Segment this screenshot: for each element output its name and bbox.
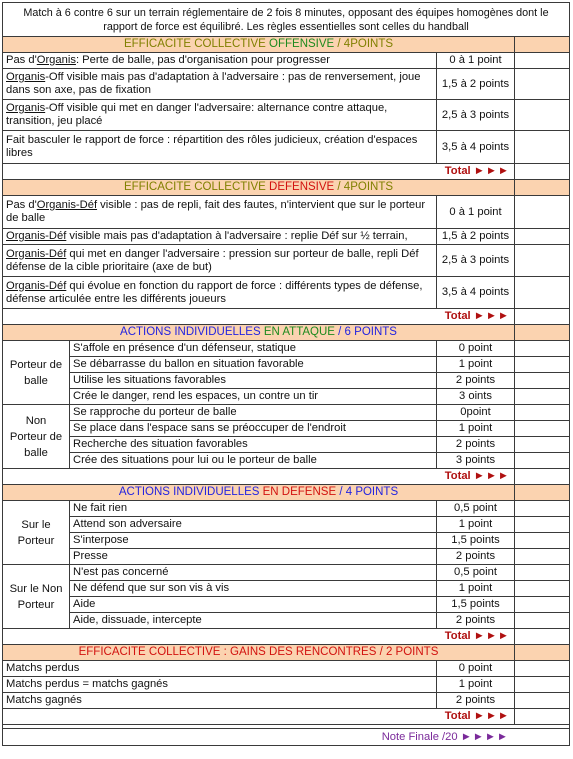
total-row (3, 164, 570, 180)
criterion-text: Matchs perdus (3, 661, 437, 677)
score-cell[interactable] (515, 421, 570, 437)
score-cell[interactable] (515, 597, 570, 613)
criterion-row (3, 677, 570, 693)
criterion-text: Ne défend que sur son vis à vis (70, 581, 437, 597)
total-cell[interactable] (515, 164, 570, 180)
criterion-row (3, 661, 570, 677)
score-cell[interactable] (515, 53, 570, 69)
criterion-text: Crée des situations pour lui ou le porteur de balle (70, 453, 437, 469)
criterion-text: Se rapproche du porteur de balle (70, 405, 437, 421)
arrow-icon: ►►► (473, 630, 510, 642)
total-row (3, 469, 570, 485)
criterion-points: 1,5 à 2 points (437, 69, 515, 100)
total-row (3, 709, 570, 725)
score-cell[interactable] (515, 533, 570, 549)
total-cell[interactable] (515, 309, 570, 325)
criterion-points: 1 point (437, 517, 515, 533)
section-title-part: EN DEFENSE (262, 486, 337, 498)
criterion-text: Se débarrasse du ballon en situation favorable (70, 357, 437, 373)
total-cell[interactable] (515, 469, 570, 485)
group-label: Porteur de balle (3, 341, 70, 405)
criterion-row (3, 100, 570, 131)
criterion-row (3, 549, 570, 565)
section-title-part: EFFICACITE COLLECTIVE (123, 38, 270, 50)
criterion-row (3, 245, 570, 277)
criterion-row (3, 517, 570, 533)
criterion-text: Organis-Déf visible mais pas d'adaptation à l'adversaire : replie Déf sur ½ terrain, (3, 229, 437, 245)
criterion-text: Organis-Déf qui évolue en fonction du rapport de force : différents types de défense, défense articulée entre les différents joueurs (3, 277, 437, 309)
criterion-text: S'affole en présence d'un défenseur, statique (70, 341, 437, 357)
arrow-icon: ►►► (473, 470, 510, 482)
total-label: Total (444, 310, 471, 322)
score-cell[interactable] (515, 100, 570, 131)
score-cell[interactable] (515, 389, 570, 405)
criterion-row (3, 693, 570, 709)
criterion-row (3, 533, 570, 549)
score-cell[interactable] (515, 341, 570, 357)
criterion-points: 2,5 à 3 points (437, 245, 515, 277)
criterion-text: Pas d'Organis-Déf visible : pas de repli, fait des fautes, n'intervient que sur le porteur de balle (3, 196, 437, 229)
group-label: Non Porteur de balle (3, 405, 70, 469)
criterion-points: 2,5 à 3 points (437, 100, 515, 131)
score-cell[interactable] (515, 229, 570, 245)
criterion-points: 0point (437, 405, 515, 421)
score-cell[interactable] (515, 277, 570, 309)
section-title-part: DEFENSIVE (269, 181, 335, 193)
intro-text: Match à 6 contre 6 sur un terrain réglementaire de 2 fois 8 minutes, opposant des équipes homogènes dont le rapport de force est équilibré. Les règles essentielles sont celles du handball (3, 3, 570, 37)
final-note-row (3, 729, 570, 746)
criterion-row (3, 581, 570, 597)
score-cell[interactable] (515, 373, 570, 389)
criterion-text: Aide (70, 597, 437, 613)
total-label: Total (444, 470, 471, 482)
criterion-points: 2 points (437, 437, 515, 453)
arrow-icon: ►►► (473, 310, 510, 322)
criterion-row (3, 196, 570, 229)
criterion-text: Organis-Déf qui met en danger l'adversaire : pression sur porteur de balle, repli Déf défense de la cible prioritaire (axe de but) (3, 245, 437, 277)
section-title-part: / 6 POINTS (334, 326, 397, 338)
total-label: Total (444, 165, 471, 177)
criterion-points: 1,5 à 2 points (437, 229, 515, 245)
score-cell[interactable] (515, 405, 570, 421)
criterion-text: Organis-Off visible qui met en danger l'adversaire: alternance contre attaque, transition, jeu placé (3, 100, 437, 131)
criterion-text: Recherche des situation favorables (70, 437, 437, 453)
criterion-row (3, 565, 570, 581)
criterion-points: 1 point (437, 677, 515, 693)
criterion-row (3, 389, 570, 405)
total-label: Total (444, 630, 471, 642)
score-cell[interactable] (515, 581, 570, 597)
criterion-row (3, 229, 570, 245)
score-cell[interactable] (515, 245, 570, 277)
criterion-row (3, 357, 570, 373)
section-title-part: ACTIONS INDIVIDUELLES (118, 486, 263, 498)
criterion-points: 0,5 point (437, 565, 515, 581)
criterion-text: Utilise les situations favorables (70, 373, 437, 389)
criterion-points: 3 oints (437, 389, 515, 405)
arrow-icon: ►►► (473, 165, 510, 177)
criterion-points: 2 points (437, 613, 515, 629)
section-title-part: / 4POINTS (334, 181, 394, 193)
section-header-defense (3, 485, 570, 501)
section-title-part: ACTIONS INDIVIDUELLES (120, 326, 264, 338)
total-label: Total (444, 710, 471, 722)
section-header-offensive (3, 37, 570, 53)
score-cell[interactable] (515, 549, 570, 565)
criterion-points: 0 à 1 point (437, 196, 515, 229)
section-header-attack (3, 325, 570, 341)
total-cell[interactable] (515, 709, 570, 725)
criterion-row (3, 69, 570, 100)
total-row (3, 309, 570, 325)
total-cell[interactable] (515, 629, 570, 645)
section-title-part: / 4 POINTS (336, 486, 399, 498)
criterion-text: Presse (70, 549, 437, 565)
criterion-text: S'interpose (70, 533, 437, 549)
criterion-row (3, 613, 570, 629)
criterion-text: N'est pas concerné (70, 565, 437, 581)
score-cell[interactable] (515, 613, 570, 629)
criterion-points: 3,5 à 4 points (437, 277, 515, 309)
criterion-points: 0 à 1 point (437, 53, 515, 69)
criterion-text: Fait basculer le rapport de force : répartition des rôles judicieux, création d'espaces libres (3, 131, 437, 164)
criterion-text: Matchs perdus = matchs gagnés (3, 677, 437, 693)
criterion-row (3, 453, 570, 469)
criterion-points: 2 points (437, 549, 515, 565)
criterion-row (3, 131, 570, 164)
section-header-defensive (3, 180, 570, 196)
criterion-points: 1 point (437, 581, 515, 597)
criterion-points: 2 points (437, 373, 515, 389)
criterion-text: Matchs gagnés (3, 693, 437, 709)
section-title-part: OFFENSIVE (269, 38, 335, 50)
criterion-text: Crée le danger, rend les espaces, un contre un tir (70, 389, 437, 405)
criterion-text: Aide, dissuade, intercepte (70, 613, 437, 629)
criterion-points: 0 point (437, 661, 515, 677)
score-cell[interactable] (515, 661, 570, 677)
criterion-points: 3,5 à 4 points (437, 131, 515, 164)
score-cell[interactable] (515, 693, 570, 709)
criterion-text: Pas d'Organis: Perte de balle, pas d'organisation pour progresser (3, 53, 437, 69)
criterion-row (3, 421, 570, 437)
group-label: Sur le Porteur (3, 501, 70, 565)
criterion-points: 1 point (437, 421, 515, 437)
score-cell[interactable] (515, 501, 570, 517)
criterion-row (3, 597, 570, 613)
criterion-points: 1,5 points (437, 533, 515, 549)
evaluation-grid (2, 2, 570, 746)
section-header-gains (3, 645, 570, 661)
criterion-row (3, 53, 570, 69)
section-title: EFFICACITE COLLECTIVE : GAINS DES RENCONTRES / 2 POINTS (3, 645, 515, 661)
criterion-row (3, 437, 570, 453)
criterion-text: Attend son adversaire (70, 517, 437, 533)
criterion-points: 1 point (437, 357, 515, 373)
intro-row (3, 3, 570, 37)
criterion-text: Organis-Off visible mais pas d'adaptation à l'adversaire : pas de renversement, joue dans son axe, pas de fixation (3, 69, 437, 100)
criterion-row (3, 373, 570, 389)
criterion-row (3, 341, 570, 357)
score-cell[interactable] (515, 357, 570, 373)
group-label: Sur le Non Porteur (3, 565, 70, 629)
score-cell[interactable] (515, 517, 570, 533)
criterion-points: 2 points (437, 693, 515, 709)
criterion-points: 3 points (437, 453, 515, 469)
section-title-part: / 4POINTS (334, 38, 394, 50)
final-note-label: Note Finale /20 (381, 730, 458, 743)
arrow-icon: ►►► (473, 710, 510, 722)
criterion-row (3, 277, 570, 309)
section-title-part: EN ATTAQUE (263, 326, 335, 338)
criterion-row (3, 405, 570, 421)
arrow-icon: ►►►► (460, 730, 509, 743)
criterion-points: 0,5 point (437, 501, 515, 517)
score-cell[interactable] (515, 196, 570, 229)
score-cell[interactable] (515, 677, 570, 693)
criterion-text: Ne fait rien (70, 501, 437, 517)
total-row (3, 629, 570, 645)
score-cell[interactable] (515, 131, 570, 164)
score-cell[interactable] (515, 565, 570, 581)
score-cell[interactable] (515, 453, 570, 469)
criterion-text: Se place dans l'espace sans se préoccuper de l'endroit (70, 421, 437, 437)
criterion-row (3, 501, 570, 517)
score-cell[interactable] (515, 69, 570, 100)
criterion-points: 0 point (437, 341, 515, 357)
score-cell[interactable] (515, 437, 570, 453)
section-title-part: EFFICACITE COLLECTIVE (123, 181, 270, 193)
criterion-points: 1,5 points (437, 597, 515, 613)
